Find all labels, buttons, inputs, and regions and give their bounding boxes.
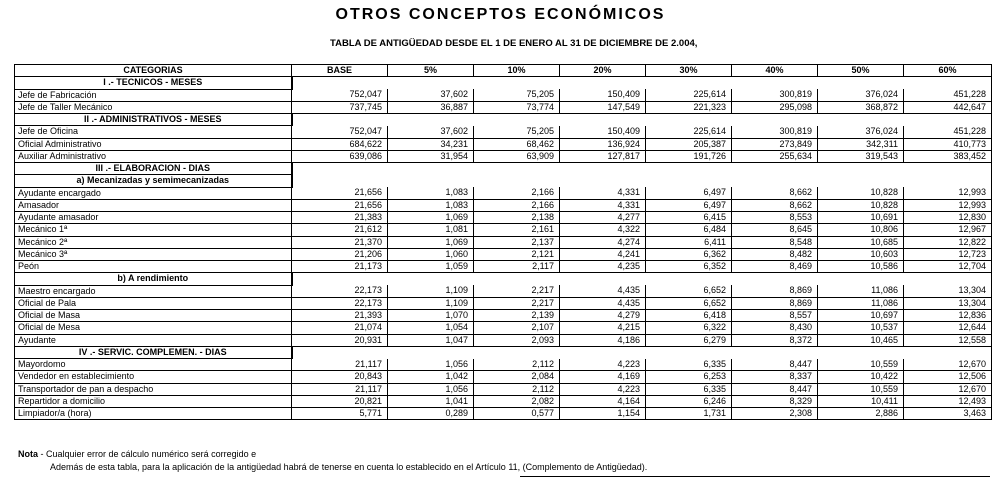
value-cell: 20,931 <box>292 334 388 346</box>
section-title: IV .- SERVIC. COMPLEMEN. - DIAS <box>15 346 292 358</box>
empty-cell <box>560 77 646 89</box>
empty-cell <box>732 163 818 175</box>
value-cell: 225,614 <box>646 126 732 138</box>
value-cell: 2,117 <box>474 261 560 273</box>
value-cell: 451,228 <box>904 126 992 138</box>
table-row <box>15 322 992 334</box>
value-cell: 295,098 <box>732 101 818 113</box>
empty-cell <box>818 273 904 285</box>
value-cell: 136,924 <box>560 138 646 150</box>
value-cell: 21,074 <box>292 322 388 334</box>
value-cell: 10,806 <box>818 224 904 236</box>
value-cell: 1,109 <box>388 285 474 297</box>
empty-cell <box>560 114 646 126</box>
value-cell: 6,652 <box>646 297 732 309</box>
value-cell: 12,830 <box>904 212 992 224</box>
value-cell: 6,253 <box>646 371 732 383</box>
footnote <box>18 449 256 459</box>
value-cell: 1,056 <box>388 383 474 395</box>
value-cell: 6,415 <box>646 212 732 224</box>
column-header-30: 30% <box>646 65 732 77</box>
table-row <box>15 138 992 150</box>
table-row <box>15 150 992 162</box>
value-cell: 10,691 <box>818 212 904 224</box>
value-cell: 34,231 <box>388 138 474 150</box>
value-cell: 300,819 <box>732 126 818 138</box>
category-cell: Oficial de Pala <box>15 297 292 309</box>
value-cell: 6,497 <box>646 187 732 199</box>
empty-cell <box>732 114 818 126</box>
empty-cell <box>292 175 388 187</box>
table-row <box>15 89 992 101</box>
value-cell: 10,465 <box>818 334 904 346</box>
value-cell: 12,493 <box>904 395 992 407</box>
table-header-row <box>15 65 992 77</box>
category-cell: Ayudante amasador <box>15 212 292 224</box>
value-cell: 3,463 <box>904 408 992 420</box>
table-row <box>15 261 992 273</box>
value-cell: 1,069 <box>388 236 474 248</box>
table-row <box>15 126 992 138</box>
empty-cell <box>818 114 904 126</box>
table-row <box>15 371 992 383</box>
value-cell: 1,081 <box>388 224 474 236</box>
category-cell: Jefe de Fabricación <box>15 89 292 101</box>
table-row <box>15 212 992 224</box>
value-cell: 8,645 <box>732 224 818 236</box>
value-cell: 75,205 <box>474 126 560 138</box>
category-cell: Auxiliar Administrativo <box>15 150 292 162</box>
value-cell: 12,670 <box>904 383 992 395</box>
column-header-40: 40% <box>732 65 818 77</box>
value-cell: 4,435 <box>560 285 646 297</box>
empty-cell <box>904 175 992 187</box>
value-cell: 4,435 <box>560 297 646 309</box>
empty-cell <box>560 163 646 175</box>
value-cell: 8,337 <box>732 371 818 383</box>
value-cell: 10,422 <box>818 371 904 383</box>
value-cell: 6,497 <box>646 199 732 211</box>
category-cell: Oficial Administrativo <box>15 138 292 150</box>
value-cell: 2,161 <box>474 224 560 236</box>
value-cell: 2,093 <box>474 334 560 346</box>
value-cell: 21,612 <box>292 224 388 236</box>
value-cell: 2,166 <box>474 199 560 211</box>
category-cell: Jefe de Oficina <box>15 126 292 138</box>
column-header-60: 60% <box>904 65 992 77</box>
table-subtitle: TABLA DE ANTIGÜEDAD DESDE EL 1 DE ENERO AL 31 DE DICIEMBRE DE 2.004, <box>330 38 698 49</box>
table-row <box>15 285 992 297</box>
category-cell: Limpiador/a (hora) <box>15 408 292 420</box>
empty-cell <box>388 175 474 187</box>
empty-cell <box>904 346 992 358</box>
table-row <box>15 297 992 309</box>
page-title: OTROS CONCEPTOS ECONÓMICOS <box>335 6 666 23</box>
value-cell: 11,086 <box>818 297 904 309</box>
value-cell: 6,362 <box>646 248 732 260</box>
value-cell: 12,967 <box>904 224 992 236</box>
column-header-10: 10% <box>474 65 560 77</box>
value-cell: 1,047 <box>388 334 474 346</box>
value-cell: 2,107 <box>474 322 560 334</box>
category-cell: Ayudante encargado <box>15 187 292 199</box>
table-row <box>15 224 992 236</box>
subsection-title: b) A rendimiento <box>15 273 292 285</box>
table-row <box>15 395 992 407</box>
empty-cell <box>646 175 732 187</box>
value-cell: 147,549 <box>560 101 646 113</box>
table-row <box>15 101 992 113</box>
value-cell: 2,082 <box>474 395 560 407</box>
value-cell: 684,622 <box>292 138 388 150</box>
value-cell: 12,670 <box>904 359 992 371</box>
value-cell: 8,869 <box>732 285 818 297</box>
value-cell: 21,393 <box>292 310 388 322</box>
value-cell: 4,223 <box>560 359 646 371</box>
value-cell: 31,954 <box>388 150 474 162</box>
empty-cell <box>732 273 818 285</box>
value-cell: 10,603 <box>818 248 904 260</box>
value-cell: 4,223 <box>560 383 646 395</box>
value-cell: 1,083 <box>388 199 474 211</box>
empty-cell <box>818 163 904 175</box>
value-cell: 10,828 <box>818 187 904 199</box>
value-cell: 2,166 <box>474 187 560 199</box>
value-cell: 2,112 <box>474 383 560 395</box>
footnote-label: Nota <box>18 449 38 459</box>
value-cell: 22,173 <box>292 297 388 309</box>
empty-cell <box>904 273 992 285</box>
empty-cell <box>732 77 818 89</box>
table-row <box>15 359 992 371</box>
value-cell: 442,647 <box>904 101 992 113</box>
value-cell: 221,323 <box>646 101 732 113</box>
value-cell: 37,602 <box>388 126 474 138</box>
footer-rule <box>520 476 990 477</box>
value-cell: 4,274 <box>560 236 646 248</box>
value-cell: 2,084 <box>474 371 560 383</box>
value-cell: 4,215 <box>560 322 646 334</box>
value-cell: 10,685 <box>818 236 904 248</box>
value-cell: 4,164 <box>560 395 646 407</box>
value-cell: 21,117 <box>292 359 388 371</box>
empty-cell <box>388 163 474 175</box>
value-cell: 11,086 <box>818 285 904 297</box>
value-cell: 6,335 <box>646 359 732 371</box>
empty-cell <box>292 77 388 89</box>
value-cell: 75,205 <box>474 89 560 101</box>
value-cell: 1,054 <box>388 322 474 334</box>
value-cell: 2,308 <box>732 408 818 420</box>
subsection-header-row <box>15 273 992 285</box>
category-cell: Peón <box>15 261 292 273</box>
value-cell: 6,279 <box>646 334 732 346</box>
value-cell: 0,577 <box>474 408 560 420</box>
empty-cell <box>292 163 388 175</box>
table-row <box>15 334 992 346</box>
value-cell: 1,069 <box>388 212 474 224</box>
value-cell: 376,024 <box>818 126 904 138</box>
category-cell: Jefe de Taller Mecánico <box>15 101 292 113</box>
value-cell: 13,304 <box>904 297 992 309</box>
value-cell: 8,662 <box>732 199 818 211</box>
value-cell: 10,697 <box>818 310 904 322</box>
empty-cell <box>388 77 474 89</box>
value-cell: 1,056 <box>388 359 474 371</box>
table-row <box>15 248 992 260</box>
value-cell: 752,047 <box>292 89 388 101</box>
empty-cell <box>732 346 818 358</box>
column-header-categorias: CATEGORIAS <box>15 65 292 77</box>
value-cell: 4,169 <box>560 371 646 383</box>
empty-cell <box>388 346 474 358</box>
category-cell: Mayordomo <box>15 359 292 371</box>
value-cell: 6,484 <box>646 224 732 236</box>
value-cell: 21,117 <box>292 383 388 395</box>
empty-cell <box>818 346 904 358</box>
value-cell: 10,586 <box>818 261 904 273</box>
value-cell: 2,138 <box>474 212 560 224</box>
value-cell: 12,704 <box>904 261 992 273</box>
category-cell: Amasador <box>15 199 292 211</box>
subsection-title: a) Mecanizadas y semimecanizadas <box>15 175 292 187</box>
category-cell: Repartidor a domicilio <box>15 395 292 407</box>
value-cell: 12,506 <box>904 371 992 383</box>
section-header-row <box>15 163 992 175</box>
category-cell: Mecánico 2ª <box>15 236 292 248</box>
value-cell: 12,836 <box>904 310 992 322</box>
value-cell: 21,370 <box>292 236 388 248</box>
value-cell: 8,662 <box>732 187 818 199</box>
empty-cell <box>904 114 992 126</box>
footnote-text: - Cualquier error de cálculo numérico será corregido e <box>40 449 257 459</box>
table-row <box>15 236 992 248</box>
category-cell: Oficial de Mesa <box>15 322 292 334</box>
value-cell: 12,644 <box>904 322 992 334</box>
value-cell: 2,137 <box>474 236 560 248</box>
value-cell: 12,993 <box>904 187 992 199</box>
value-cell: 12,993 <box>904 199 992 211</box>
empty-cell <box>474 346 560 358</box>
value-cell: 21,206 <box>292 248 388 260</box>
value-cell: 300,819 <box>732 89 818 101</box>
category-cell: Mecánico 1ª <box>15 224 292 236</box>
value-cell: 10,559 <box>818 383 904 395</box>
value-cell: 368,872 <box>818 101 904 113</box>
value-cell: 1,041 <box>388 395 474 407</box>
value-cell: 2,112 <box>474 359 560 371</box>
value-cell: 20,843 <box>292 371 388 383</box>
empty-cell <box>474 163 560 175</box>
value-cell: 73,774 <box>474 101 560 113</box>
empty-cell <box>560 273 646 285</box>
empty-cell <box>646 163 732 175</box>
value-cell: 4,277 <box>560 212 646 224</box>
value-cell: 10,828 <box>818 199 904 211</box>
value-cell: 21,656 <box>292 187 388 199</box>
value-cell: 383,452 <box>904 150 992 162</box>
value-cell: 10,559 <box>818 359 904 371</box>
value-cell: 1,042 <box>388 371 474 383</box>
value-cell: 225,614 <box>646 89 732 101</box>
value-cell: 21,173 <box>292 261 388 273</box>
value-cell: 4,322 <box>560 224 646 236</box>
empty-cell <box>560 175 646 187</box>
subsection-header-row <box>15 175 992 187</box>
value-cell: 2,217 <box>474 297 560 309</box>
value-cell: 8,553 <box>732 212 818 224</box>
category-cell: Mecánico 3ª <box>15 248 292 260</box>
empty-cell <box>292 273 388 285</box>
value-cell: 13,304 <box>904 285 992 297</box>
empty-cell <box>560 346 646 358</box>
empty-cell <box>818 175 904 187</box>
value-cell: 4,186 <box>560 334 646 346</box>
value-cell: 1,083 <box>388 187 474 199</box>
value-cell: 205,387 <box>646 138 732 150</box>
value-cell: 8,548 <box>732 236 818 248</box>
empty-cell <box>474 114 560 126</box>
value-cell: 37,602 <box>388 89 474 101</box>
value-cell: 8,430 <box>732 322 818 334</box>
value-cell: 68,462 <box>474 138 560 150</box>
antiguedad-table <box>14 64 992 420</box>
section-header-row <box>15 114 992 126</box>
section-header-row <box>15 77 992 89</box>
empty-cell <box>904 163 992 175</box>
value-cell: 150,409 <box>560 126 646 138</box>
value-cell: 639,086 <box>292 150 388 162</box>
table-row <box>15 199 992 211</box>
value-cell: 376,024 <box>818 89 904 101</box>
empty-cell <box>646 346 732 358</box>
empty-cell <box>474 175 560 187</box>
column-header-5: 5% <box>388 65 474 77</box>
value-cell: 1,154 <box>560 408 646 420</box>
value-cell: 2,139 <box>474 310 560 322</box>
value-cell: 191,726 <box>646 150 732 162</box>
value-cell: 21,383 <box>292 212 388 224</box>
empty-cell <box>388 114 474 126</box>
value-cell: 10,537 <box>818 322 904 334</box>
value-cell: 1,070 <box>388 310 474 322</box>
value-cell: 4,331 <box>560 199 646 211</box>
empty-cell <box>292 346 388 358</box>
value-cell: 1,060 <box>388 248 474 260</box>
table-row <box>15 187 992 199</box>
value-cell: 737,745 <box>292 101 388 113</box>
value-cell: 451,228 <box>904 89 992 101</box>
value-cell: 6,352 <box>646 261 732 273</box>
value-cell: 6,652 <box>646 285 732 297</box>
value-cell: 6,335 <box>646 383 732 395</box>
value-cell: 6,246 <box>646 395 732 407</box>
value-cell: 36,887 <box>388 101 474 113</box>
empty-cell <box>732 175 818 187</box>
value-cell: 2,121 <box>474 248 560 260</box>
empty-cell <box>388 273 474 285</box>
value-cell: 255,634 <box>732 150 818 162</box>
value-cell: 150,409 <box>560 89 646 101</box>
section-title: III .- ELABORACION - DIAS <box>15 163 292 175</box>
column-header-20: 20% <box>560 65 646 77</box>
value-cell: 5,771 <box>292 408 388 420</box>
value-cell: 2,886 <box>818 408 904 420</box>
footnote-continuation: Además de esta tabla, para la aplicación de la antigüedad habrá de tenerse en cuenta lo establecido en el Artículo 11, (Complemento de Antigüedad). <box>50 462 648 472</box>
value-cell: 752,047 <box>292 126 388 138</box>
value-cell: 63,909 <box>474 150 560 162</box>
value-cell: 8,447 <box>732 359 818 371</box>
category-cell: Ayudante <box>15 334 292 346</box>
section-title: II .- ADMINISTRATIVOS - MESES <box>15 114 292 126</box>
table-body <box>15 65 992 420</box>
empty-cell <box>646 273 732 285</box>
value-cell: 6,418 <box>646 310 732 322</box>
table-row <box>15 383 992 395</box>
value-cell: 2,217 <box>474 285 560 297</box>
value-cell: 8,372 <box>732 334 818 346</box>
value-cell: 8,482 <box>732 248 818 260</box>
empty-cell <box>646 77 732 89</box>
empty-cell <box>474 273 560 285</box>
value-cell: 1,109 <box>388 297 474 309</box>
value-cell: 21,656 <box>292 199 388 211</box>
empty-cell <box>818 77 904 89</box>
value-cell: 127,817 <box>560 150 646 162</box>
value-cell: 8,329 <box>732 395 818 407</box>
value-cell: 6,322 <box>646 322 732 334</box>
value-cell: 8,447 <box>732 383 818 395</box>
value-cell: 4,235 <box>560 261 646 273</box>
empty-cell <box>646 114 732 126</box>
value-cell: 10,411 <box>818 395 904 407</box>
value-cell: 12,822 <box>904 236 992 248</box>
value-cell: 4,331 <box>560 187 646 199</box>
category-cell: Maestro encargado <box>15 285 292 297</box>
empty-cell <box>292 114 388 126</box>
section-header-row <box>15 346 992 358</box>
value-cell: 0,289 <box>388 408 474 420</box>
category-cell: Oficial de Masa <box>15 310 292 322</box>
value-cell: 1,059 <box>388 261 474 273</box>
value-cell: 6,411 <box>646 236 732 248</box>
value-cell: 8,557 <box>732 310 818 322</box>
empty-cell <box>904 77 992 89</box>
table-row <box>15 408 992 420</box>
value-cell: 342,311 <box>818 138 904 150</box>
column-header-base: BASE <box>292 65 388 77</box>
column-header-50: 50% <box>818 65 904 77</box>
empty-cell <box>474 77 560 89</box>
table-row <box>15 310 992 322</box>
value-cell: 1,731 <box>646 408 732 420</box>
value-cell: 273,849 <box>732 138 818 150</box>
category-cell: Vendedor en establecimiento <box>15 371 292 383</box>
section-title: I .- TECNICOS - MESES <box>15 77 292 89</box>
value-cell: 8,469 <box>732 261 818 273</box>
value-cell: 4,279 <box>560 310 646 322</box>
value-cell: 12,558 <box>904 334 992 346</box>
value-cell: 410,773 <box>904 138 992 150</box>
value-cell: 22,173 <box>292 285 388 297</box>
value-cell: 20,821 <box>292 395 388 407</box>
value-cell: 4,241 <box>560 248 646 260</box>
value-cell: 8,869 <box>732 297 818 309</box>
value-cell: 12,723 <box>904 248 992 260</box>
category-cell: Transportador de pan a despacho <box>15 383 292 395</box>
value-cell: 319,543 <box>818 150 904 162</box>
